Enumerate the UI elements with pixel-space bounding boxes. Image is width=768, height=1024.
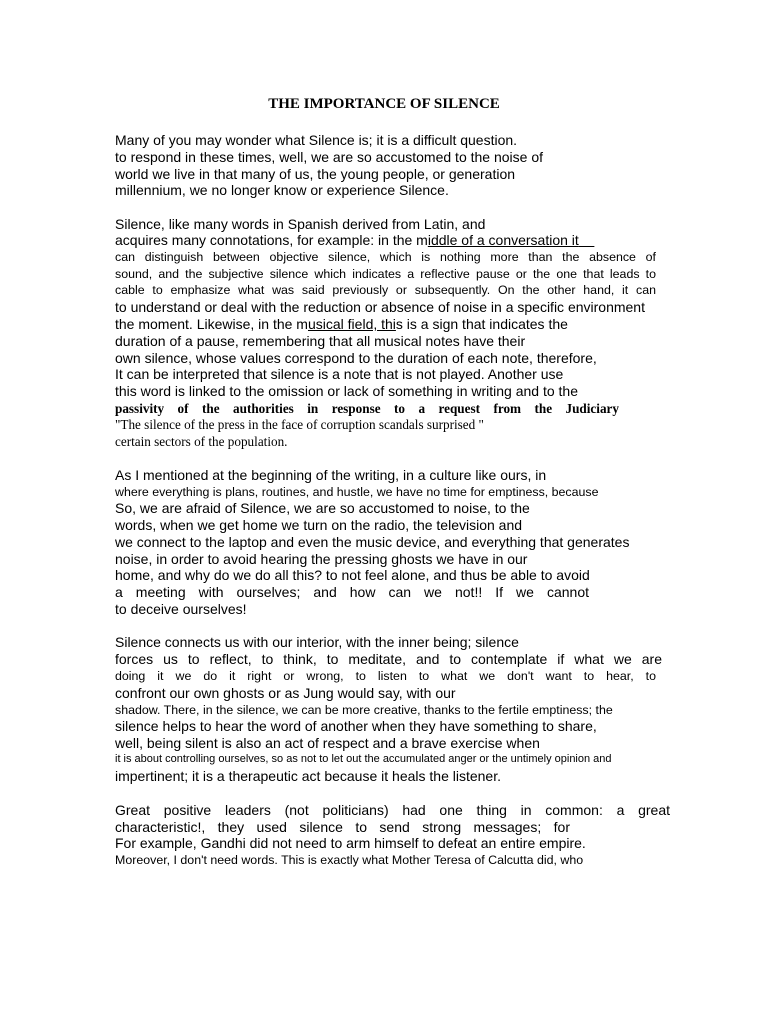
- text-line: noise, in order to avoid hearing the pressing ghosts we have in our: [115, 551, 528, 567]
- text-line: can distinguish between objective silence, which is nothing more than the absence of: [115, 250, 656, 264]
- text-line: For example, Gandhi did not need to arm himself to defeat an entire empire.: [115, 835, 586, 851]
- text-line: well, being silent is also an act of respect and a brave exercise when: [115, 735, 540, 751]
- text-line: cable to emphasize what was said previously or subsequently. On the other hand, it can: [115, 283, 656, 297]
- text-line: As I mentioned at the beginning of the writing, in a culture like ours, in: [115, 467, 547, 483]
- text-line: duration of a pause, remembering that all musical notes have their: [115, 333, 526, 349]
- text-line: [115, 232, 594, 249]
- text-line: to deceive ourselves!: [115, 601, 247, 617]
- text-line: millennium, we no longer know or experience Silence.: [115, 182, 449, 198]
- text-segment: the moment. Likewise, in the m: [115, 316, 308, 332]
- text-line: we connect to the laptop and even the music device, and everything that generates: [115, 534, 630, 550]
- text-line: doing it we do it right or wrong, to listen to what we don't want to hear, to: [115, 669, 656, 683]
- text-line: characteristic!, they used silence to send strong messages; for: [115, 819, 570, 835]
- text-line: Silence, like many words in Spanish derived from Latin, and: [115, 216, 486, 232]
- text-line: to respond in these times, well, we are so accustomed to the noise of: [115, 149, 544, 165]
- text-line: this word is linked to the omission or lack of something in writing and to the: [115, 383, 579, 399]
- text-line: Great positive leaders (not politicians) had one thing in common: a great: [115, 802, 670, 818]
- text-line: Silence connects us with our interior, with the inner being; silence: [115, 634, 519, 650]
- underlined-text: iddle of a conversation it: [427, 232, 579, 248]
- text-line: Moreover, I don't need words. This is exactly what Mother Teresa of Calcutta did, who: [115, 853, 584, 867]
- text-segment: acquires many connotations, for example: in the m: [115, 232, 428, 248]
- text-line: where everything is plans, routines, and hustle, we have no time for emptiness, because: [115, 485, 599, 499]
- text-line: shadow. There, in the silence, we can be more creative, thanks to the fertile emptiness; the: [115, 703, 613, 717]
- text-line: sound, and the subjective silence which indicates a reflective pause or the one that leads to: [115, 267, 656, 281]
- text-segment: s is a sign that indicates the: [395, 316, 568, 332]
- text-line: silence helps to hear the word of another when they have something to share,: [115, 718, 597, 734]
- text-line: own silence, whose values correspond to the duration of each note, therefore,: [115, 350, 597, 366]
- text-line: a meeting with ourselves; and how can we not!! If we cannot: [115, 584, 589, 600]
- text-line: words, when we get home we turn on the radio, the television and: [115, 517, 523, 533]
- text-line: passivity of the authorities in response to a request from the Judiciary: [115, 401, 619, 416]
- text-line: impertinent; it is a therapeutic act because it heals the listener.: [115, 768, 501, 784]
- text-line: Many of you may wonder what Silence is; it is a difficult question.: [115, 132, 518, 148]
- text-line: it is about controlling ourselves, so as not to let out the accumulated anger or the untimely opinion and: [115, 753, 612, 765]
- text-line: confront our own ghosts or as Jung would say, with our: [115, 685, 456, 701]
- underlined-text: [579, 232, 595, 248]
- text-line: certain sectors of the population.: [115, 434, 288, 449]
- text-line: forces us to reflect, to think, to meditate, and to contemplate if what we are: [115, 651, 662, 667]
- text-line: world we live in that many of us, the young people, or generation: [115, 166, 516, 182]
- text-line: So, we are afraid of Silence, we are so accustomed to noise, to the: [115, 500, 530, 516]
- text-line: home, and why do we do all this? to not feel alone, and thus be able to avoid: [115, 567, 590, 583]
- text-line: [115, 316, 568, 333]
- document-title: THE IMPORTANCE OF SILENCE: [268, 96, 500, 112]
- text-line: to understand or deal with the reduction or absence of noise in a specific environment: [115, 299, 645, 315]
- underlined-text: usical field, thi: [307, 316, 396, 332]
- text-line: It can be interpreted that silence is a note that is not played. Another use: [115, 366, 564, 382]
- text-line: "The silence of the press in the face of corruption scandals surprised ": [115, 417, 484, 432]
